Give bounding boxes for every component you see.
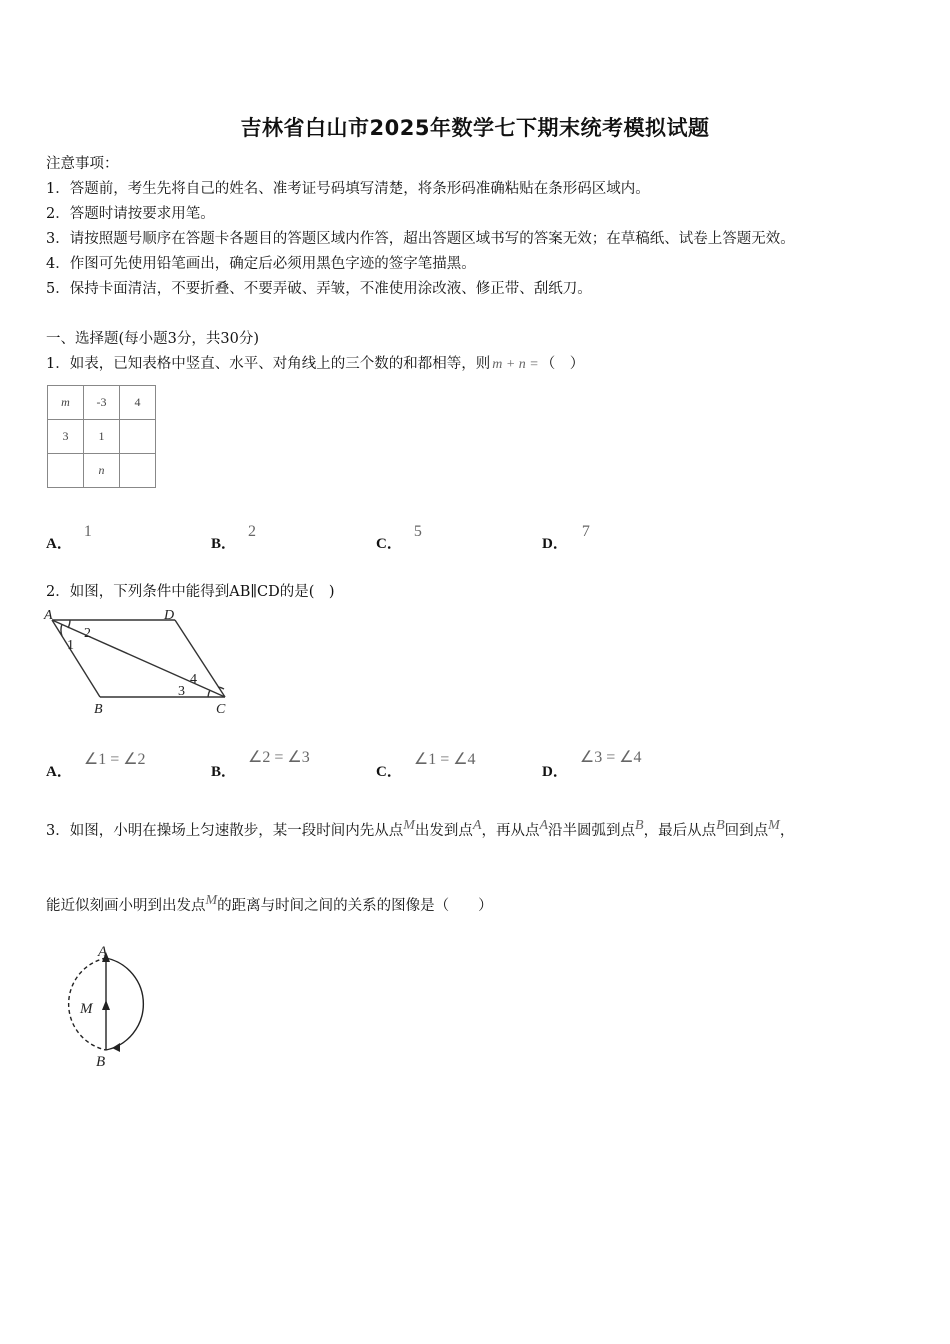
angle-4-label: 4 — [190, 672, 197, 687]
notes-heading: 注意事项： — [46, 156, 119, 172]
point-a-symbol: A — [472, 818, 482, 833]
note-item: 4．作图可先使用铅笔画出，确定后必须用黑色字迹的签字笔描黑。 — [46, 256, 476, 272]
point-m-symbol: M — [205, 893, 218, 908]
circle-path-figure — [50, 942, 170, 1072]
point-b-symbol: B — [635, 818, 644, 833]
note-item: 5．保持卡面清洁，不要折叠、不要弄破、弄皱，不准使用涂改液、修正带、刮纸刀。 — [46, 281, 592, 297]
question-1-text: 1．如表，已知表格中竖直、水平、对角线上的三个数的和都相等，则 — [46, 356, 491, 372]
table-cell — [120, 454, 156, 488]
option-a[interactable]: A．1 — [46, 523, 92, 552]
table-cell: n — [84, 454, 120, 488]
table-row — [48, 386, 156, 420]
arrow-up-icon — [102, 1000, 110, 1010]
option-c[interactable]: C．∠1 = ∠4 — [376, 751, 476, 780]
point-m-label: M — [80, 1001, 93, 1017]
table-cell: m — [48, 386, 84, 420]
page-title: 吉林省白山市2025年数学七下期末统考模拟试题 — [240, 116, 710, 140]
table-row — [48, 454, 156, 488]
option-b[interactable]: B．∠2 = ∠3 — [211, 749, 310, 780]
section-heading: 一、选择题(每小题3分，共30分) — [46, 331, 259, 347]
option-a[interactable]: A．∠1 = ∠2 — [46, 751, 146, 780]
question-3-line-1: 3．如图，小明在操场上匀速散步，某一段时间内先从点$^M$出发到点$^A$，再从点$^A$沿半圆弧到点$^B$，最后从点$^B$回到点$^M$， — [46, 818, 795, 839]
angle-2-label: 2 — [84, 626, 91, 641]
point-b-label: B — [96, 1054, 106, 1070]
question-2-text: 2．如图，下列条件中能得到AB∥CD的是( ) — [46, 584, 335, 600]
point-m-symbol: M — [768, 818, 780, 833]
note-item: 2．答题时请按要求用笔。 — [46, 206, 215, 222]
point-a-label: A — [98, 944, 108, 960]
note-item: 3．请按照题号顺序在答题卡各题目的答题区域内作答，超出答题区域书写的答案无效；在草稿纸、试卷上答题无效。 — [46, 231, 795, 247]
arrow-left-icon — [112, 1043, 120, 1052]
table-cell — [120, 420, 156, 454]
option-d[interactable]: D．7 — [542, 523, 590, 552]
point-b-symbol: B — [716, 818, 725, 833]
point-c-label: C — [216, 702, 226, 717]
note-item: 1．答题前，考生先将自己的姓名、准考证号码填写清楚，将条形码准确粘贴在条形码区域内。 — [46, 181, 650, 197]
table-cell: 1 — [84, 420, 120, 454]
angle-3-label: 3 — [178, 684, 185, 699]
table-cell: -3 — [84, 386, 120, 420]
solid-semicircle-arc — [106, 958, 143, 1050]
option-b[interactable]: B．2 — [211, 523, 257, 552]
question-1 — [46, 352, 584, 373]
magic-square-table — [47, 385, 156, 488]
question-3-line-2: 能近似刻画小明到出发点$^M$的距离与时间之间的关系的图像是（ ） — [46, 893, 493, 914]
point-b-label: B — [94, 702, 103, 717]
point-m-symbol: M — [403, 818, 415, 833]
point-a-symbol: A — [539, 818, 549, 833]
table-cell — [48, 454, 84, 488]
angle-1-label: 1 — [67, 638, 74, 653]
table-cell: 4 — [120, 386, 156, 420]
option-c[interactable]: C．5 — [376, 523, 422, 552]
question-1-expr: m + n = — [492, 357, 539, 372]
point-d-label: D — [164, 608, 175, 623]
question-1-tail: （ ） — [540, 356, 585, 372]
table-row — [48, 420, 156, 454]
option-d[interactable]: D．∠3 = ∠4 — [542, 749, 642, 780]
point-a-label: A — [44, 608, 53, 623]
table-cell: 3 — [48, 420, 84, 454]
parallelogram-figure — [40, 605, 240, 720]
